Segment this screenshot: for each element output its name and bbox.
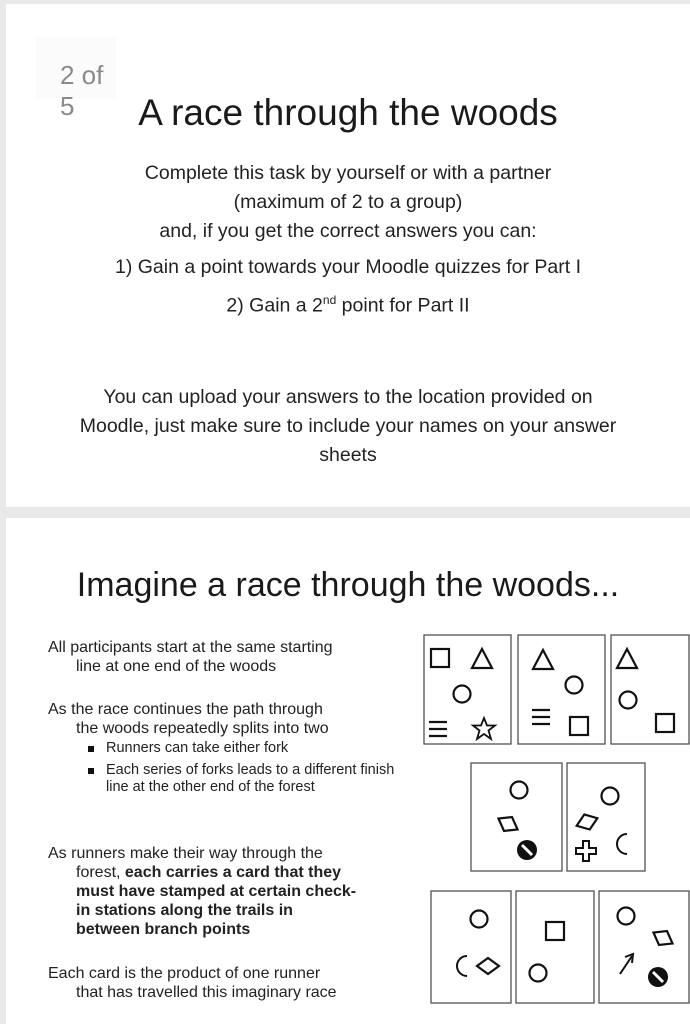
- card-3: [611, 635, 689, 744]
- bullet-2: Each series of forks leads to a different finish line at the other end of the forest: [106, 762, 398, 797]
- card-5: [567, 763, 645, 871]
- card-2: [518, 635, 605, 744]
- p3-bold-3: in stations along the trails in: [76, 902, 293, 919]
- p3-forest: forest,: [76, 864, 125, 881]
- slide-counter: [36, 38, 116, 121]
- slide-1: [6, 4, 690, 507]
- upload-line-1: You can upload your answers to the location provided on: [103, 386, 593, 408]
- card-6: [431, 891, 511, 1003]
- task-instructions: [26, 159, 670, 321]
- line5-post: point for Part II: [336, 294, 470, 317]
- p3-line-1: As runners make their way through the: [48, 845, 323, 862]
- instruction-line-2: (maximum of 2 to a group): [233, 191, 463, 213]
- instruction-line-3: and, if you get the correct answers you can:: [159, 220, 537, 242]
- p2-line-2: the woods repeatedly splits into two: [76, 720, 329, 737]
- upload-line-3: sheets: [319, 444, 377, 466]
- no-entry-symbol: [517, 840, 537, 860]
- slide-2-title: Imagine a race through the woods...: [76, 566, 620, 604]
- upload-line-2: Moodle, just make sure to include your names on your answer: [79, 415, 617, 437]
- slide-2: [6, 518, 690, 1024]
- line5-sup: nd: [322, 293, 337, 307]
- p1-line-1: All participants start at the same starting: [48, 639, 333, 656]
- slide-counter-text: 2 of 5: [60, 60, 104, 121]
- p3-bold-2: must have stamped at certain check-: [76, 883, 357, 900]
- card-4: [471, 763, 562, 871]
- p1-line-2: line at one end of the woods: [76, 658, 277, 675]
- card-1: [424, 635, 511, 744]
- instruction-line-4: 1) Gain a point towards your Moodle quizzes for Part I: [114, 256, 582, 278]
- instruction-line-5: [26, 286, 670, 321]
- p4-line-2: that has travelled this imaginary race: [76, 984, 337, 1001]
- line5-pre: 2) Gain a 2: [226, 294, 323, 317]
- card-7: [516, 891, 594, 1003]
- no-entry-symbol: [648, 967, 668, 987]
- upload-instructions: [26, 383, 670, 470]
- slide-1-title: A race through the woods: [138, 92, 558, 133]
- card-8: [599, 891, 689, 1003]
- instruction-line-1: Complete this task by yourself or with a partner: [144, 162, 552, 184]
- p3-bold-4: between branch points: [76, 921, 251, 938]
- p3-bold-1: each carries a card that they: [124, 864, 342, 881]
- stamp-cards-figure: [6, 518, 690, 1024]
- p2-line-1: As the race continues the path through: [48, 701, 323, 718]
- bullet-1: Runners can take either fork: [106, 740, 398, 758]
- p4-line-1: Each card is the product of one runner: [48, 965, 321, 982]
